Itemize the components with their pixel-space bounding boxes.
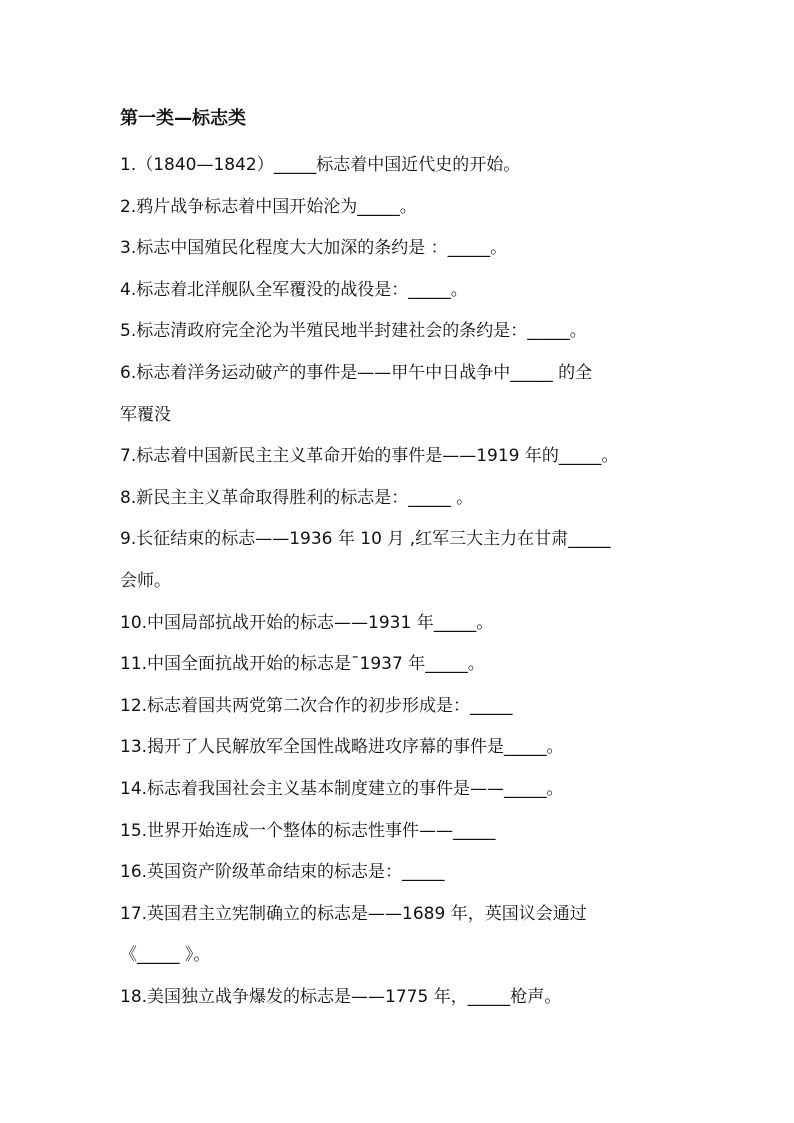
section-heading: 第一类—标志类 [120, 108, 246, 129]
question-5: 5.标志清政府完全沦为半殖民地半封建社会的条约是：_____。 [120, 321, 587, 342]
question-8: 8.新民主主义革命取得胜利的标志是：_____ 。 [120, 487, 474, 508]
question-3: 3.标志中国殖民化程度大大加深的条约是 ：_____。 [120, 238, 508, 259]
question-14: 14.标志着我国社会主义基本制度建立的事件是——_____。 [120, 778, 564, 799]
question-17: 17.英国君主立宪制确立的标志是——1689 年，英国议会通过 [120, 903, 587, 924]
question-12: 12.标志着国共两党第二次合作的初步形成是：_____ [120, 695, 513, 716]
question-9-continued: 会师。 [120, 570, 171, 591]
question-7: 7.标志着中国新民主主义革命开始的事件是——1919 年的_____。 [120, 446, 619, 467]
question-2: 2.鸦片战争标志着中国开始沦为_____。 [120, 196, 417, 217]
document-body [120, 103, 680, 1018]
question-9: 9.长征结束的标志——1936 年 10 月 ,红军三大主力在甘肃_____ [120, 529, 611, 550]
question-6-continued: 军覆没 [120, 404, 171, 425]
question-10: 10.中国局部抗战开始的标志——1931 年_____。 [120, 612, 494, 633]
question-1: 1.（1840—1842）_____标志着中国近代史的开始。 [120, 155, 521, 175]
question-17-continued: 《_____ 》。 [120, 945, 211, 966]
question-13: 13.揭开了人民解放军全国性战略进攻序幕的事件是_____。 [120, 737, 564, 758]
question-15: 15.世界开始连成一个整体的标志性事件——_____ [120, 820, 496, 841]
question-18: 18.美国独立战争爆发的标志是——1775 年，_____枪声。 [120, 986, 562, 1007]
question-6: 6.标志着洋务运动破产的事件是——甲午中日战争中_____ 的全 [120, 362, 593, 383]
question-11: 11.中国全面抗战开始的标志是¯1937 年_____。 [120, 654, 485, 675]
question-4: 4.标志着北洋舰队全军覆没的战役是：_____。 [120, 279, 468, 300]
question-16: 16.英国资产阶级革命结束的标志是：_____ [120, 862, 445, 883]
